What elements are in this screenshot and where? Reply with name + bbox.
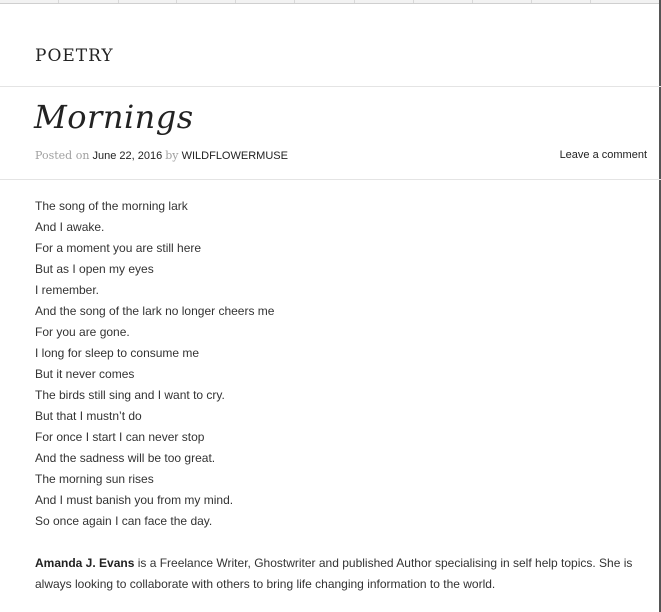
category-header [0,40,661,87]
poem-line: I long for sleep to consume me [35,346,200,360]
nav-divider [176,0,177,3]
post-date-link[interactable]: June 22, 2016 [92,150,163,162]
poem-line: And I must banish you from my mind. [35,493,234,507]
top-nav-strip [0,0,661,4]
poem-line: But as I open my eyes [35,262,154,276]
poem-line: For once I start I can never stop [35,430,205,444]
nav-divider [58,0,59,3]
nav-divider [590,0,591,3]
poem-line: So once again I can face the day. [35,514,213,528]
post-title[interactable]: Mornings [34,98,194,136]
nav-divider [531,0,532,3]
poem-line: And the sadness will be too great. [35,451,216,465]
nav-divider [118,0,119,3]
by-label: by [165,149,179,162]
poem-line: For a moment you are still here [35,241,202,255]
author-name: Amanda J. Evans [35,556,135,570]
poem-line: The song of the morning lark [35,199,188,213]
post-meta [35,149,647,162]
poem-line: But that I mustn’t do [35,409,142,423]
poem-line: I remember. [35,283,100,297]
leave-comment-link[interactable]: Leave a comment [559,149,647,161]
nav-divider [413,0,414,3]
poem-body [35,196,274,532]
author-bio-text: is a Freelance Writer, Ghostwriter and published Author specialising in self help topics. She is always looking to collaborate with others to bring life changing information to the world. [35,556,633,591]
poem-line: And I awake. [35,220,105,234]
nav-divider [235,0,236,3]
author-link[interactable]: WILDFLOWERMUSE [181,150,288,162]
nav-divider [294,0,295,3]
poem-line: But it never comes [35,367,135,381]
category-title: POETRY [35,46,114,66]
nav-divider [354,0,355,3]
poem-line: And the song of the lark no longer cheers me [35,304,275,318]
poem-line: For you are gone. [35,325,130,339]
meta-divider [0,179,661,180]
author-bio [35,553,647,595]
poem-line: The morning sun rises [35,472,154,486]
nav-divider [472,0,473,3]
poem-line: The birds still sing and I want to cry. [35,388,225,402]
posted-on-label: Posted on [35,149,90,162]
